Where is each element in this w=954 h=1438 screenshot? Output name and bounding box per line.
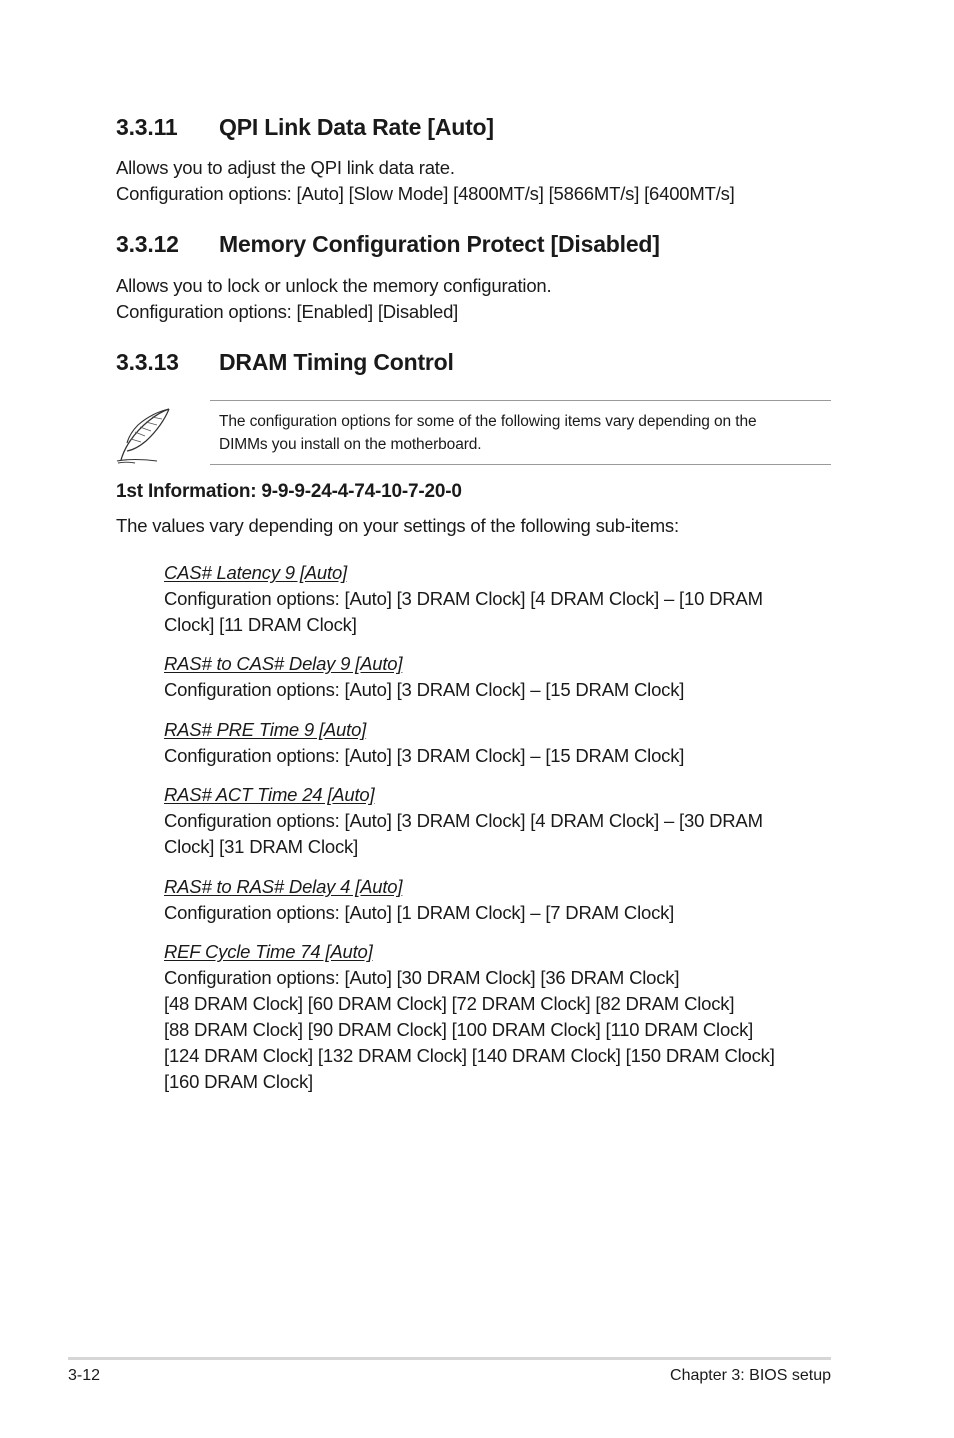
- chapter-label: Chapter 3: BIOS setup: [670, 1367, 831, 1384]
- sub-item-ras-to-cas: [164, 651, 684, 703]
- note-line: The configuration options for some of the following items vary depending on the: [219, 413, 757, 430]
- sub-item-title: RAS# PRE Time 9 [Auto]: [164, 719, 367, 740]
- sub-item-title: RAS# to CAS# Delay 9 [Auto]: [164, 653, 403, 674]
- note-top-rule: [210, 400, 831, 401]
- note-line: DIMMs you install on the motherboard.: [219, 436, 482, 453]
- note-bottom-rule: [210, 464, 831, 465]
- sub-item-title: RAS# to RAS# Delay 4 [Auto]: [164, 876, 403, 897]
- body-line: The values vary depending on your settings of the following sub-items:: [116, 515, 679, 536]
- section-title: QPI Link Data Rate [Auto]: [219, 114, 494, 140]
- sub-item-line: [48 DRAM Clock] [60 DRAM Clock] [72 DRAM Clock] [82 DRAM Clock]: [164, 993, 735, 1014]
- sub-item-ref-cycle-time: [164, 939, 775, 1095]
- body-line: Configuration options: [Auto] [Slow Mode] [4800MT/s] [5866MT/s] [6400MT/s]: [116, 183, 735, 204]
- sub-item-title: REF Cycle Time 74 [Auto]: [164, 941, 373, 962]
- sub-item-line: [124 DRAM Clock] [132 DRAM Clock] [140 DRAM Clock] [150 DRAM Clock]: [164, 1045, 775, 1066]
- section-number: 3.3.13: [116, 349, 179, 375]
- sub-item-title: CAS# Latency 9 [Auto]: [164, 562, 347, 583]
- section-title: DRAM Timing Control: [219, 349, 454, 375]
- body-line: Allows you to adjust the QPI link data rate.: [116, 157, 455, 178]
- sub-item-ras-to-ras: [164, 874, 674, 926]
- sub-item-line: Configuration options: [Auto] [3 DRAM Clock] [4 DRAM Clock] – [10 DRAM: [164, 588, 763, 609]
- section-body-qpi-link: [116, 155, 735, 207]
- sub-item-line: Configuration options: [Auto] [3 DRAM Clock] [4 DRAM Clock] – [30 DRAM: [164, 810, 763, 831]
- sub-item-cas-latency: [164, 560, 763, 638]
- info-intro: [116, 513, 679, 539]
- sub-item-line: Configuration options: [Auto] [3 DRAM Clock] – [15 DRAM Clock]: [164, 679, 685, 700]
- sub-item-line: Configuration options: [Auto] [30 DRAM Clock] [36 DRAM Clock]: [164, 967, 680, 988]
- feather-pen-icon: [113, 405, 175, 465]
- info-heading: 1st Information: 9-9-9-24-4-74-10-7-20-0: [116, 481, 462, 502]
- section-heading-memory-protect: [116, 231, 660, 258]
- sub-item-line: Configuration options: [Auto] [1 DRAM Clock] – [7 DRAM Clock]: [164, 902, 675, 923]
- sub-item-ras-act-time: [164, 782, 763, 860]
- section-number: 3.3.11: [116, 114, 178, 140]
- section-heading-dram-timing: [116, 349, 454, 376]
- sub-item-line: [88 DRAM Clock] [90 DRAM Clock] [100 DRAM Clock] [110 DRAM Clock]: [164, 1019, 754, 1040]
- body-line: Configuration options: [Enabled] [Disabled]: [116, 301, 459, 322]
- sub-item-line: Clock] [11 DRAM Clock]: [164, 614, 357, 635]
- footer-rule: [68, 1357, 831, 1360]
- section-body-memory-protect: [116, 273, 551, 325]
- note-text: [219, 410, 757, 456]
- page-number: 3-12: [68, 1367, 101, 1384]
- sub-item-line: Clock] [31 DRAM Clock]: [164, 836, 359, 857]
- body-line: Allows you to lock or unlock the memory configuration.: [116, 275, 552, 296]
- section-heading-qpi-link: [116, 114, 494, 141]
- section-title: Memory Configuration Protect [Disabled]: [219, 231, 660, 257]
- sub-item-line: [160 DRAM Clock]: [164, 1071, 313, 1092]
- sub-item-line: Configuration options: [Auto] [3 DRAM Clock] – [15 DRAM Clock]: [164, 745, 685, 766]
- sub-item-title: RAS# ACT Time 24 [Auto]: [164, 784, 375, 805]
- section-number: 3.3.12: [116, 231, 179, 257]
- sub-item-ras-pre-time: [164, 717, 684, 769]
